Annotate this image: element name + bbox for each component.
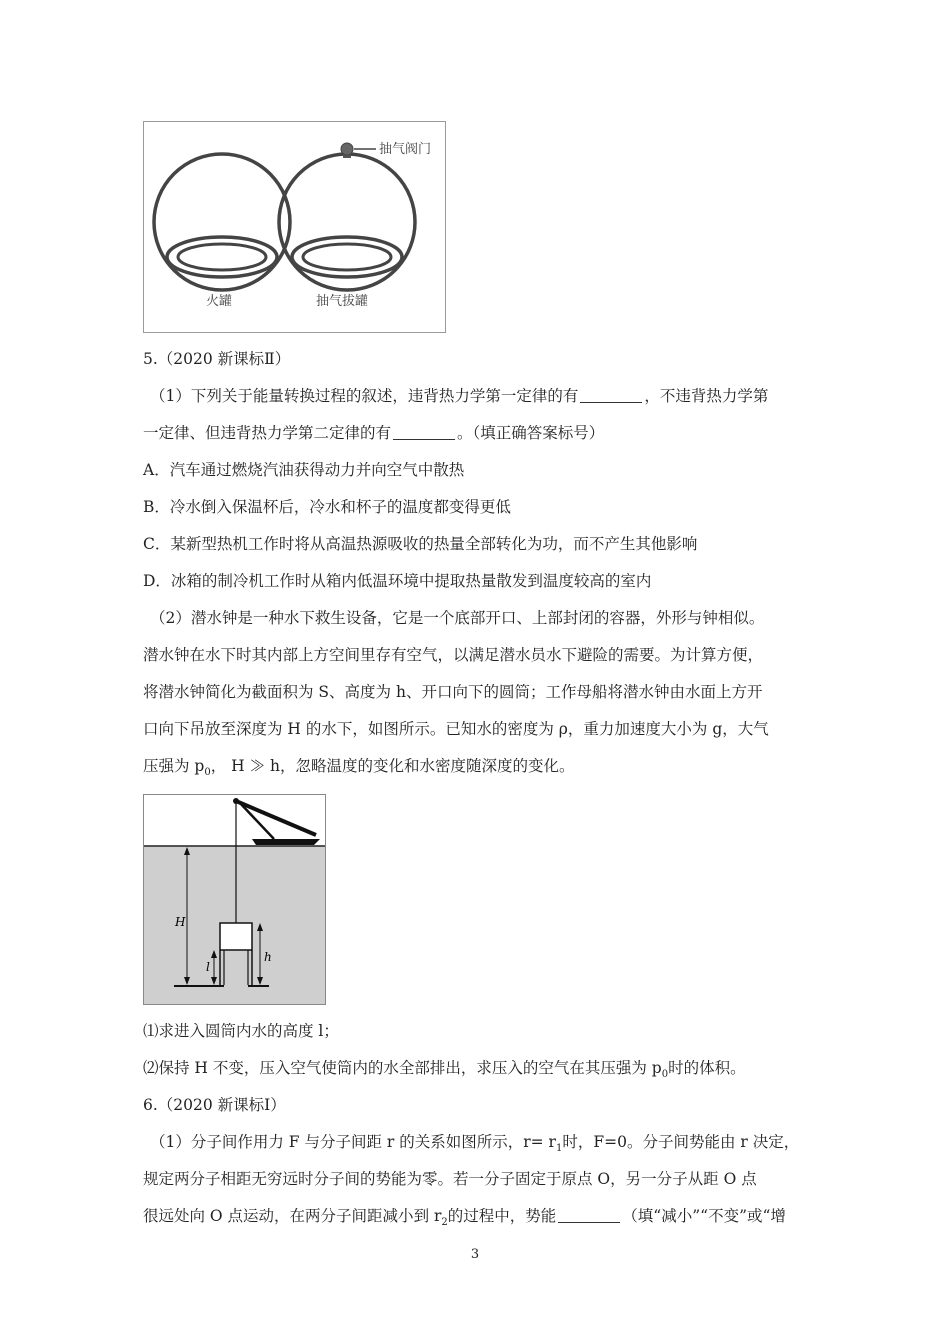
page-number: 3: [470, 1247, 480, 1262]
q6-line3: [143, 1206, 786, 1233]
q6-l1-a: （1）分子间作用力 F 与分子间距 r 的关系如图所示，r= r: [150, 1133, 556, 1151]
q5-part2-line5: [143, 756, 575, 783]
mother-ship-icon: [252, 839, 320, 845]
label-h: h: [264, 950, 272, 964]
label-H: H: [175, 915, 186, 929]
q5-p2-l5-b: ， H ≫ h，忽略温度的变化和水密度随深度的变化。: [210, 757, 575, 775]
q5-part2-line2: 潜水钟在水下时其内部上方空间里存有空气，以满足潜水员水下避险的需要。为计算方便，: [143, 646, 764, 664]
bell-air-space: [220, 923, 252, 950]
q5-part2-line4: 口向下吊放至深度为 H 的水下，如图所示。已知水的密度为 ρ，重力加速度大小为 g，大气: [143, 720, 769, 738]
answer-blank-1[interactable]: [580, 388, 642, 403]
sub-question-1: ⑴求进入圆筒内水的高度 l；: [143, 1022, 339, 1040]
sub2-text-b: 时的体积。: [668, 1059, 746, 1077]
p0-subscript: 0: [204, 767, 211, 778]
r1-subscript: 1: [555, 1143, 563, 1154]
crane-boom: [236, 801, 316, 835]
q6-l3-b: 的过程中，势能: [447, 1207, 557, 1225]
p0-subscript-2: 0: [661, 1069, 669, 1080]
q5-p2-l5-a: 压强为 p: [143, 757, 205, 775]
diving-bell-illustration: [144, 795, 325, 1004]
q5-part1-line2: [143, 423, 604, 443]
q5-p1-text-a: （1）下列关于能量转换过程的叙述，违背热力学第一定律的有: [150, 387, 579, 405]
sub2-text-a: ⑵保持 H 不变，压入空气使筒内的水全部排出，求压入的空气在其压强为 p: [143, 1059, 662, 1077]
fire-cup-label: 火罐: [206, 294, 233, 309]
option-a: A．汽车通过燃烧汽油获得动力并向空气中散热: [143, 461, 465, 479]
diving-bell-figure: [143, 794, 326, 1005]
cupping-illustration: [144, 122, 445, 332]
label-l: l: [206, 960, 210, 974]
q5-part1-line1: [150, 386, 768, 406]
q5-p1-text-b: ，不违背热力学第: [644, 387, 769, 405]
q6-l3-c: （填“减小”“不变”或“增: [622, 1207, 786, 1225]
q6-l1-b: 时，F=0。分子间势能由 r 决定，: [562, 1133, 800, 1151]
q5-part2-line3: 将潜水钟简化为截面积为 S、高度为 h、开口向下的圆筒；工作母船将潜水钟由水面上方开: [143, 683, 763, 701]
suction-cup-label: 抽气拔罐: [316, 294, 369, 309]
q6-l3-a: 很远处向 O 点运动，在两分子间距减小到 r: [143, 1207, 442, 1225]
r2-subscript: 2: [441, 1217, 448, 1228]
answer-blank-2[interactable]: [393, 425, 455, 440]
sub-question-2: [143, 1058, 746, 1085]
q5-p1-text-c: 一定律、但违背热力学第二定律的有: [143, 424, 392, 442]
q5-part2-line1: （2）潜水钟是一种水下救生设备，它是一个底部开口、上部封闭的容器，外形与钟相似。: [150, 609, 765, 627]
q6-header: 6.（2020 新课标Ⅰ）: [143, 1096, 286, 1114]
q6-line2: 规定两分子相距无穷远时分子间的势能为零。若一分子固定于原点 O，另一分子从距 O 点: [143, 1170, 757, 1188]
cupping-figure: [143, 121, 446, 333]
answer-blank-3[interactable]: [558, 1208, 620, 1223]
option-d: D．冰箱的制冷机工作时从箱内低温环境中提取热量散发到温度较高的室内: [143, 572, 652, 590]
valve-label: 抽气阀门: [379, 142, 432, 157]
option-c: C．某新型热机工作时将从高温热源吸收的热量全部转化为功，而不产生其他影响: [143, 535, 698, 553]
q6-line1: [150, 1132, 799, 1159]
q5-header: 5.（2020 新课标Ⅱ）: [143, 350, 291, 368]
valve-icon: [341, 143, 353, 155]
q5-p1-text-d: 。（填正确答案标号）: [457, 424, 605, 442]
option-b: B．冷水倒入保温杯后，冷水和杯子的温度都变得更低: [143, 498, 511, 516]
